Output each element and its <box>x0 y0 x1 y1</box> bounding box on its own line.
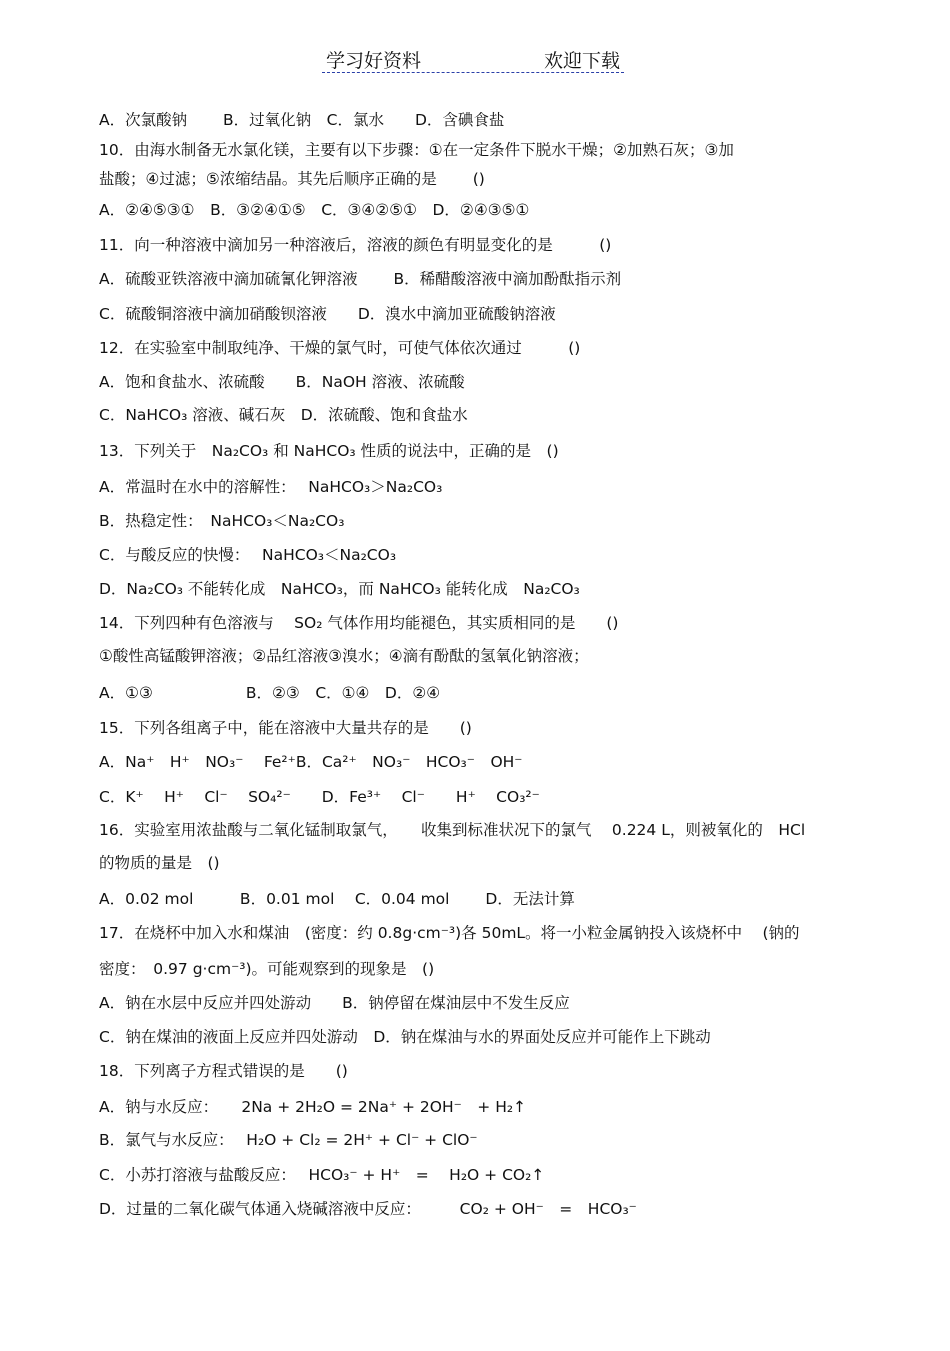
question-line: 13．下列关于 Na₂CO₃ 和 NaHCO₃ 性质的说法中，正确的是 () <box>99 442 559 460</box>
question-line: 14．下列四种有色溶液与 SO₂ 气体作用均能褪色，其实质相同的是 () <box>99 614 619 632</box>
question-line: A．饱和食盐水、浓硫酸 B．NaOH 溶液、浓硫酸 <box>99 373 465 391</box>
question-line: B．氯气与水反应： H₂O + Cl₂ = 2H⁺ + Cl⁻ + ClO⁻ <box>99 1131 478 1149</box>
question-line: 11．向一种溶液中滴加另一种溶液后，溶液的颜色有明显变化的是 () <box>99 236 612 254</box>
question-line: A．0.02 mol B．0.01 mol C．0.04 mol D．无法计算 <box>99 890 575 908</box>
question-line: C．硫酸铜溶液中滴加硝酸钡溶液 D．溴水中滴加亚硫酸钠溶液 <box>99 305 556 323</box>
question-line: C．钠在煤油的液面上反应并四处游动 D．钠在煤油与水的界面处反应并可能作上下跳动 <box>99 1028 711 1046</box>
question-line: A．常温时在水中的溶解性： NaHCO₃＞Na₂CO₃ <box>99 478 443 496</box>
question-line: 15．下列各组离子中，能在溶液中大量共存的是 () <box>99 719 472 737</box>
question-line: D．过量的二氧化碳气体通入烧碱溶液中反应： CO₂ + OH⁻ = HCO₃⁻ <box>99 1200 637 1218</box>
question-line: 的物质的量是 () <box>99 854 220 872</box>
header-right-text: 欢迎下载 <box>543 50 620 72</box>
question-line: 盐酸；④过滤；⑤浓缩结晶。其先后顺序正确的是 () <box>99 170 485 188</box>
question-line: 16．实验室用浓盐酸与二氧化锰制取氯气， 收集到标准状况下的氯气 0.224 L，则被氧化的 HCl <box>99 821 806 839</box>
question-line: C．与酸反应的快慢： NaHCO₃＜Na₂CO₃ <box>99 546 397 564</box>
question-line: 10．由海水制备无水氯化镁，主要有以下步骤：①在一定条件下脱水干燥；②加熟石灰；③加 <box>99 141 734 159</box>
question-line: C．NaHCO₃ 溶液、碱石灰 D．浓硫酸、饱和食盐水 <box>99 406 468 424</box>
question-line: 17．在烧杯中加入水和煤油 (密度：约 0.8g·cm⁻³)各 50mL。将一小粒金属钠投入该烧杯中 (钠的 <box>99 924 800 942</box>
question-line: 12．在实验室中制取纯净、干燥的氯气时，可使气体依次通过 () <box>99 339 581 357</box>
question-line: A．Na⁺ H⁺ NO₃⁻ Fe²⁺B．Ca²⁺ NO₃⁻ HCO₃⁻ OH⁻ <box>99 753 523 771</box>
page-header <box>322 46 624 73</box>
question-line: A．①③ B．②③ C．①④ D．②④ <box>99 684 441 702</box>
question-line: A．②④⑤③① B．③②④①⑤ C．③④②⑤① D．②④③⑤① <box>99 201 530 219</box>
question-line: C．小苏打溶液与盐酸反应： HCO₃⁻ + H⁺ = H₂O + CO₂↑ <box>99 1166 545 1184</box>
header-left-text: 学习好资料 <box>326 50 422 72</box>
question-line: A．钠与水反应： 2Na + 2H₂O = 2Na⁺ + 2OH⁻ + H₂↑ <box>99 1098 527 1116</box>
question-line: D．Na₂CO₃ 不能转化成 NaHCO₃，而 NaHCO₃ 能转化成 Na₂CO₃ <box>99 580 580 598</box>
question-line: A．次氯酸钠 B．过氧化钠 C．氯水 D．含碘食盐 <box>99 111 505 129</box>
question-line: A．钠在水层中反应并四处游动 B．钠停留在煤油层中不发生反应 <box>99 994 570 1012</box>
question-line: ①酸性高锰酸钾溶液；②品红溶液③溴水；④滴有酚酞的氢氧化钠溶液； <box>99 647 589 665</box>
question-line: 18．下列离子方程式错误的是 () <box>99 1062 348 1080</box>
question-line: 密度： 0.97 g·cm⁻³)。可能观察到的现象是 () <box>99 960 435 978</box>
question-line: C．K⁺ H⁺ Cl⁻ SO₄²⁻ D．Fe³⁺ Cl⁻ H⁺ CO₃²⁻ <box>99 788 540 806</box>
question-line: B．热稳定性： NaHCO₃＜Na₂CO₃ <box>99 512 345 530</box>
question-line: A．硫酸亚铁溶液中滴加硫氰化钾溶液 B．稀醋酸溶液中滴加酚酞指示剂 <box>99 270 622 288</box>
